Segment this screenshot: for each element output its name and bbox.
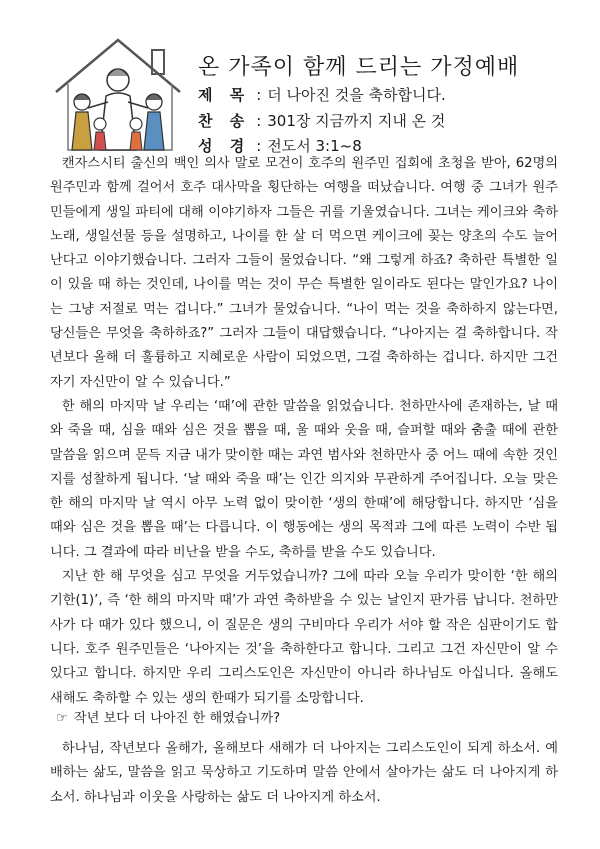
- prayer: [50, 737, 558, 810]
- question-text: 작년 보다 더 나아진 한 해였습니까?: [73, 711, 281, 726]
- worship-header: [48, 32, 568, 162]
- page-title: 온 가족이 함께 드리는 가정예배: [198, 55, 520, 80]
- paragraph: 지난 한 해 무엇을 심고 무엇을 거두었습니까? 그에 따라 오늘 우리가 맞이한 ‘한 해의 기한(1)’, 즉 ‘한 해의 마지막 때’가 과연 축하받을 수 있는 날인지 판가름 납니다. 천하만사가 다 때가 있다 했으니, 이 질문은 생의 구비마다 우리가 서야 할 작은 심판이기도 합니다. 호주 원주민들은 ‘나아지는 것’을 축하한다고 합니다. 그리고 그건 자신만이 알 수 있다고 합니다. 하지만 우리 그리스도인은 자신만이 아니라 하나님도 아십니다. 올해도 새해도 축하할 수 있는 생의 한때가 되기를 소망합니다.: [50, 569, 558, 706]
- hymn-label: 찬 송: [198, 112, 251, 130]
- sermon-body: [50, 152, 558, 711]
- subject-line: 제 목 : 더 나아진 것을 축하합니다.: [198, 86, 446, 104]
- pointing-hand-icon: ☞: [56, 711, 68, 726]
- prayer-text: 하나님, 작년보다 올해가, 올해보다 새해가 더 나아지는 그리스도인이 되게 하소서. 예배하는 삶도, 말씀을 읽고 묵상하고 기도하며 말씀 안에서 살아가는 삶도 더 나아지게 하소서. 하나님과 이웃을 사랑하는 삶도 더 나아지게 하소서.: [50, 741, 558, 805]
- subject-text: 더 나아진 것을 축하합니다.: [267, 86, 446, 104]
- subject-label: 제 목: [198, 86, 251, 104]
- family-praying-house-icon: [48, 32, 188, 154]
- reflection-question: [56, 707, 280, 726]
- paragraph: 캔자스시티 출신의 백인 의사 말로 모건이 호주의 원주민 집회에 초청을 받아, 62명의 원주민과 함께 걸어서 호주 대사막을 횡단하는 여행을 떠났습니다. 여행 중 그녀가 원주민들에게 생일 파티에 대해 이야기하자 그들은 귀를 기울였습니다. 그녀는 케이크와 축하 노래, 생일선물 등을 설명하고, 나이를 한 살 더 먹으면 케이크에 꽂는 양초의 수도 늘어난다고 이야기했습니다. 그러자 그들이 물었습니다. “왜 그렇게 하죠? 축하란 특별한 일이 있을 때 하는 것인데, 나이를 먹는 것이 무슨 특별한 일이라도 된다는 말인가요? 나이는 그냥 저절로 먹는 겁니다.” 그녀가 물었습니다. “나이 먹는 것을 축하하지 않는다면, 당신들은 무엇을 축하하죠?” 그러자 그들이 대답했습니다. “나아지는 걸 축하합니다. 작년보다 올해 더 훌륭하고 지혜로운 사람이 되었으면, 그걸 축하하는 겁니다. 하지만 그건 자기 자신만이 알 수 있습니다.”: [50, 156, 558, 390]
- hymn-text: 301장 지금까지 지내 온 것: [267, 112, 446, 130]
- scripture-line: 성 경 : 전도서 3:1~8: [198, 137, 362, 155]
- scripture-label: 성 경: [198, 137, 251, 155]
- paragraph: 한 해의 마지막 날 우리는 ‘때’에 관한 말씀을 읽었습니다. 천하만사에 존재하는, 날 때와 죽을 때, 심을 때와 심은 것을 뽑을 때, 울 때와 웃을 때, 슬퍼할 때와 춤출 때에 관한 말씀을 읽으며 문득 지금 내가 맞이한 때는 과연 범사와 천하만사 중 어느 때에 속한 것인지를 성찰하게 됩니다. ‘날 때와 죽을 때’는 인간 의지와 무관하게 주어집니다. 오늘 맞은 한 해의 마지막 날 역시 아무 노력 없이 맞이한 ‘생의 한때’에 해당합니다. 하지만 ‘심을 때와 심은 것을 뽑을 때’는 다릅니다. 이 행동에는 생의 목적과 그에 따른 노력이 수반 됩니다. 그 결과에 따라 비난을 받을 수도, 축하를 받을 수도 있습니다.: [50, 398, 558, 560]
- scripture-text: 전도서 3:1~8: [267, 137, 362, 155]
- hymn-line: 찬 송 : 301장 지금까지 지내 온 것: [198, 112, 446, 130]
